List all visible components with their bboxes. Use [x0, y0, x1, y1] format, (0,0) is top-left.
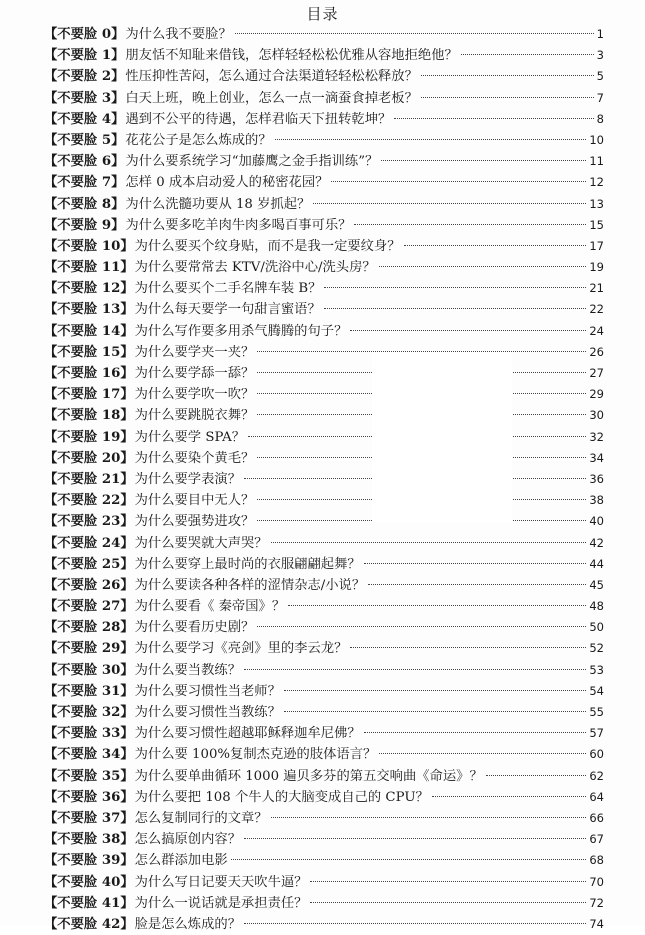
toc-entry	[44, 88, 604, 109]
toc-dot-leader	[331, 181, 586, 182]
toc-entry-label: 【不要脸 0】	[44, 27, 125, 42]
toc-entry	[44, 172, 604, 193]
toc-entry	[44, 109, 604, 130]
toc-entry-label: 【不要脸 23】	[44, 514, 134, 530]
toc-dot-leader	[421, 75, 594, 76]
toc-entry-label: 【不要脸 21】	[44, 471, 134, 487]
toc-entry-title: 为什么要 100%复制杰克逊的肢体语言？	[134, 747, 377, 763]
toc-entry-label: 【不要脸 36】	[44, 789, 134, 805]
toc-entry-title: 为什么要学吹一吹？	[134, 387, 255, 403]
toc-entry	[44, 490, 604, 511]
toc-entry-title: 为什么要学表演？	[134, 471, 241, 487]
toc-entry-label: 【不要脸 38】	[44, 832, 134, 848]
toc-entry-page-number: 36	[589, 471, 604, 486]
toc-entry-title: 为什么要习惯性当教练？	[134, 705, 281, 720]
toc-entry	[44, 427, 604, 448]
toc-entry-label: 【不要脸 35】	[44, 768, 134, 784]
toc-entry	[44, 533, 604, 554]
toc-entry-page-number: 52	[589, 641, 604, 656]
toc-entry-page-number: 74	[589, 916, 604, 931]
toc-entry	[44, 66, 604, 87]
toc-entry-page-number: 42	[589, 535, 604, 550]
toc-entry	[44, 405, 604, 426]
toc-dot-leader	[364, 732, 587, 733]
toc-entry	[44, 278, 604, 299]
toc-dot-leader	[271, 817, 587, 818]
toc-entry-label: 【不要脸 8】	[44, 196, 125, 212]
toc-entry-title: 白天上班，晚上创业，怎么一点一滴蚕食掉老板？	[125, 90, 418, 106]
toc-entry	[44, 342, 604, 363]
toc-dot-leader	[354, 224, 586, 225]
toc-entry-label: 【不要脸 12】	[44, 281, 134, 297]
toc-entry-label: 【不要脸 22】	[44, 493, 134, 509]
toc-entry	[44, 554, 604, 575]
toc-entry-title: 为什么要学舔一舔？	[134, 366, 255, 381]
toc-entry	[44, 321, 604, 342]
toc-entry	[44, 130, 604, 151]
toc-entry-page-number: 27	[589, 366, 604, 380]
toc-entry-title: 为什么要常常去 KTV/洗浴中心/洗头房？	[134, 260, 376, 276]
toc-dot-leader	[350, 330, 586, 331]
toc-entry-title: 为什么要买个二手名牌车装 B？	[134, 281, 322, 297]
toc-entry-title: 为什么写日记要天天吹牛逼？	[134, 874, 308, 890]
toc-entry-page-number: 22	[589, 302, 604, 317]
toc-dot-leader	[257, 626, 586, 627]
toc-entry-page-number: 7	[596, 90, 604, 105]
toc-entry-page-number: 72	[589, 895, 604, 910]
toc-entry-title: 为什么要习惯性当老师？	[134, 683, 281, 699]
toc-dot-leader	[350, 647, 586, 648]
toc-dot-leader	[275, 139, 587, 140]
toc-entry-page-number: 44	[589, 556, 604, 571]
toc-entry-title: 为什么要单曲循环 1000 遍贝多芬的第五交响曲《命运》？	[134, 768, 483, 784]
toc-entry-title: 性压抑性苦闷，怎么通过合法渠道轻轻松松释放？	[125, 69, 418, 85]
toc-entry-label: 【不要脸 17】	[44, 387, 134, 403]
toc-dot-leader	[404, 245, 587, 246]
toc-entry-label: 【不要脸 32】	[44, 705, 134, 720]
toc-dot-leader	[432, 796, 587, 797]
toc-dot-leader	[368, 584, 586, 585]
toc-entry	[44, 257, 604, 278]
toc-entry-label: 【不要脸 5】	[44, 132, 125, 148]
toc-entry-title: 为什么要习惯性超越耶稣释迦牟尼佛？	[134, 726, 361, 742]
toc-entry-title: 为什么要看历史剧？	[134, 620, 255, 636]
toc-dot-leader	[381, 160, 586, 161]
toc-entry-title: 为什么洗髓功要从 18 岁抓起？	[125, 196, 311, 212]
toc-entry-title: 为什么要看《 秦帝国》？	[134, 599, 286, 615]
toc-entry-title: 怎么群添加电影	[134, 853, 228, 869]
toc-entry-label: 【不要脸 2】	[44, 69, 125, 85]
toc-dot-leader	[364, 563, 587, 564]
toc-entry-title: 朋友恬不知耻来借钱，怎样轻轻松松优雅从容地拒绝他？	[125, 48, 458, 64]
toc-dot-leader	[235, 33, 594, 34]
toc-entry-title: 为什么要强势进攻？	[134, 514, 255, 530]
toc-entry-page-number: 5	[596, 69, 604, 84]
toc-entry-page-number: 62	[589, 768, 604, 783]
toc-entry-title: 为什么要跳脱衣舞？	[134, 408, 255, 424]
toc-entry-title: 为什么要目中无人？	[134, 493, 255, 509]
toc-dot-leader	[244, 838, 586, 839]
toc-entry-page-number: 40	[589, 514, 604, 529]
toc-entry-page-number: 70	[589, 874, 604, 889]
toc-entry-label: 【不要脸 34】	[44, 747, 134, 763]
toc-entry-page-number: 8	[596, 111, 604, 126]
toc-entry-label: 【不要脸 1】	[44, 48, 125, 64]
toc-dot-leader	[244, 923, 586, 924]
toc-entry-page-number: 12	[589, 175, 604, 190]
toc-entry-page-number: 48	[589, 599, 604, 614]
toc-entry-page-number: 45	[589, 577, 604, 592]
toc-entry-label: 【不要脸 39】	[44, 853, 134, 869]
toc-entry-label: 【不要脸 37】	[44, 810, 134, 826]
toc-entry-title: 为什么要学习《亮剑》里的李云龙？	[134, 641, 348, 657]
toc-entry-label: 【不要脸 42】	[44, 916, 134, 932]
toc-entry-page-number: 15	[589, 217, 604, 232]
toc-entry-page-number: 3	[596, 48, 604, 63]
toc-entry-label: 【不要脸 26】	[44, 577, 134, 593]
toc-entry-label: 【不要脸 7】	[44, 175, 125, 191]
toc-entry	[44, 596, 604, 617]
toc-dot-leader	[324, 287, 586, 288]
toc-entry	[44, 914, 604, 935]
toc-entry	[44, 766, 604, 787]
toc-entry-title: 为什么要买个纹身贴，而不是我一定要纹身？	[134, 238, 401, 254]
toc-entry-title: 为什么要穿上最时尚的衣服翩翩起舞？	[134, 556, 361, 572]
toc-entry-title: 脸是怎么炼成的？	[134, 916, 241, 932]
toc-entry-title: 为什么写作要多用杀气腾腾的句子？	[134, 323, 348, 339]
toc-entry-page-number: 26	[589, 344, 604, 359]
toc-entry-label: 【不要脸 6】	[44, 154, 125, 170]
toc-entry-label: 【不要脸 16】	[44, 366, 134, 381]
toc-entry-label: 【不要脸 15】	[44, 344, 134, 360]
toc-entry-title: 为什么每天要学一句甜言蜜语？	[134, 302, 321, 318]
toc-entry	[44, 363, 604, 384]
toc-entry-title: 为什么要多吃羊肉牛肉多喝百事可乐？	[125, 217, 352, 233]
toc-entry-label: 【不要脸 40】	[44, 874, 134, 890]
toc-entry-label: 【不要脸 33】	[44, 726, 134, 742]
toc-dot-leader	[394, 118, 593, 119]
toc-entry-page-number: 13	[589, 196, 604, 211]
toc-entry-label: 【不要脸 31】	[44, 683, 134, 699]
toc-entry-label: 【不要脸 14】	[44, 323, 134, 339]
toc-dot-leader	[231, 859, 587, 860]
redaction-patch	[372, 352, 512, 522]
toc-dot-leader	[284, 690, 586, 691]
toc-dot-leader	[288, 605, 586, 606]
toc-entry	[44, 638, 604, 659]
toc-entry-page-number: 54	[589, 683, 604, 698]
toc-entry-label: 【不要脸 4】	[44, 111, 125, 127]
toc-entry-label: 【不要脸 25】	[44, 556, 134, 572]
toc-entry-page-number: 60	[589, 747, 604, 762]
toc-entry-label: 【不要脸 28】	[44, 620, 134, 636]
toc-entry-title: 为什么要当教练？	[134, 662, 241, 678]
toc-dot-leader	[284, 711, 586, 712]
toc-entry	[44, 45, 604, 66]
toc-entry	[44, 787, 604, 808]
toc-dot-leader	[313, 203, 586, 204]
toc-entry-label: 【不要脸 27】	[44, 599, 134, 615]
toc-entry	[44, 681, 604, 702]
toc-entry	[44, 829, 604, 850]
toc-entry-page-number: 17	[589, 238, 604, 253]
toc-entry-title: 为什么要染个黄毛？	[134, 450, 255, 466]
toc-dot-leader	[379, 266, 587, 267]
toc-entry-page-number: 32	[589, 429, 604, 444]
toc-entry-label: 【不要脸 41】	[44, 895, 134, 911]
toc-entry	[44, 215, 604, 236]
toc-dot-leader	[324, 308, 587, 309]
toc-entry-title: 为什么要哭就大声哭？	[134, 535, 268, 551]
toc-entry-page-number: 10	[589, 132, 604, 147]
toc-entry	[44, 872, 604, 893]
toc-entry-title: 怎么复制同行的文章？	[134, 810, 268, 826]
toc-entry-title: 为什么要学 SPA？	[134, 429, 246, 445]
toc-dot-leader	[379, 753, 586, 754]
toc-entry-page-number: 55	[589, 705, 604, 719]
toc-entry-title: 为什么要学夹一夹？	[134, 344, 255, 360]
toc-entry-page-number: 24	[589, 323, 604, 338]
toc-dot-leader	[244, 669, 586, 670]
toc-entry	[44, 893, 604, 914]
toc-entry-title: 遇到不公平的待遇，怎样君临天下扭转乾坤？	[125, 111, 392, 127]
toc-entry-label: 【不要脸 20】	[44, 450, 134, 466]
toc-entry-page-number: 50	[589, 620, 604, 635]
toc-entry	[44, 194, 604, 215]
toc-entry	[44, 702, 604, 723]
toc-dot-leader	[461, 54, 594, 55]
toc-entry-title: 为什么我不要脸？	[125, 27, 232, 42]
toc-entry	[44, 236, 604, 257]
toc-entry-title: 怎么搞原创内容？	[134, 832, 241, 848]
toc-entry	[44, 299, 604, 320]
toc-dot-leader	[486, 775, 587, 776]
toc-dot-leader	[421, 97, 594, 98]
toc-entry-label: 【不要脸 11】	[44, 260, 134, 276]
toc-entry-label: 【不要脸 9】	[44, 217, 125, 233]
toc-entry-page-number: 30	[589, 408, 604, 423]
toc-entry-title: 为什么一说话就是承担责任？	[134, 895, 308, 911]
toc-entry-title: 怎样 0 成本启动爱人的秘密花园？	[125, 175, 329, 191]
toc-entry	[44, 448, 604, 469]
toc-entry	[44, 850, 604, 871]
toc-entry	[44, 384, 604, 405]
toc-entry-page-number: 57	[589, 726, 604, 741]
toc-entry	[44, 511, 604, 532]
toc-entry	[44, 575, 604, 596]
toc-entry-label: 【不要脸 13】	[44, 302, 134, 318]
toc-entry-label: 【不要脸 18】	[44, 408, 134, 424]
toc-entry-page-number: 66	[589, 810, 604, 825]
toc-entry-page-number: 68	[589, 853, 604, 868]
toc-entry-label: 【不要脸 19】	[44, 429, 134, 445]
toc-entry-page-number: 34	[589, 450, 604, 465]
toc-dot-leader	[310, 902, 586, 903]
toc-dot-leader	[310, 881, 586, 882]
toc-entry-title: 花花公子是怎么炼成的？	[125, 132, 272, 148]
toc-entry-page-number: 11	[589, 154, 604, 169]
toc-entry-page-number: 29	[589, 387, 604, 402]
toc-entry-label: 【不要脸 30】	[44, 662, 134, 678]
toc-entry-label: 【不要脸 10】	[44, 238, 134, 254]
toc-entry-label: 【不要脸 29】	[44, 641, 134, 657]
toc-entry-page-number: 19	[589, 260, 604, 275]
toc-entry-page-number: 53	[589, 662, 604, 677]
toc-heading: 目录	[306, 5, 339, 23]
toc-entry-title: 为什么要把 108 个牛人的大脑变成自己的 CPU？	[134, 789, 429, 805]
toc-entry-label: 【不要脸 3】	[44, 90, 125, 106]
toc-entry	[44, 151, 604, 172]
toc-entry-page-number: 64	[589, 789, 604, 804]
toc-entry-page-number: 21	[589, 281, 604, 296]
toc-entry	[44, 24, 604, 45]
toc-entry	[44, 617, 604, 638]
toc-entry-title: 为什么要读各种各样的涩情杂志/小说？	[134, 577, 366, 593]
toc-entry	[44, 808, 604, 829]
toc-entry	[44, 469, 604, 490]
toc-entry-page-number: 1	[596, 27, 604, 41]
toc-entry	[44, 744, 604, 765]
toc-entry-label: 【不要脸 24】	[44, 535, 134, 551]
table-of-contents	[44, 24, 604, 935]
toc-entry	[44, 660, 604, 681]
toc-entry	[44, 723, 604, 744]
toc-entry-page-number: 67	[589, 832, 604, 847]
toc-dot-leader	[271, 542, 587, 543]
toc-entry-page-number: 38	[589, 493, 604, 508]
toc-entry-title: 为什么要系统学习“加藤鹰之金手指训练”？	[125, 154, 379, 170]
